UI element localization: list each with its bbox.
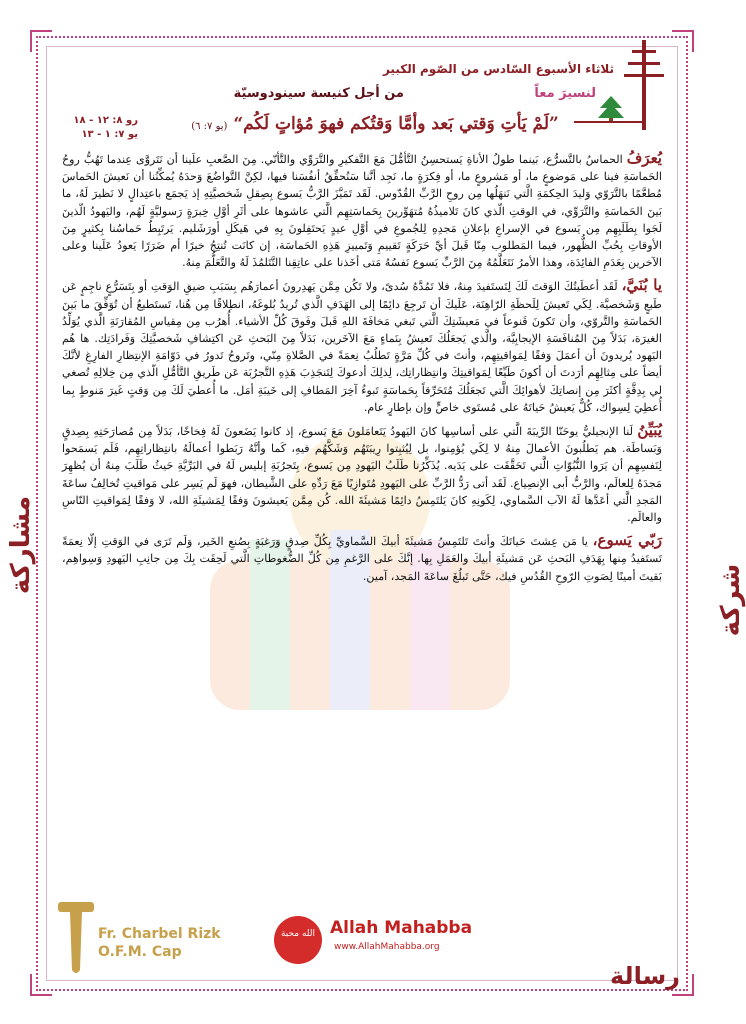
paragraph-text: الحماسُ بالتَّسرُّع، بَينما طولُ الأناةِ يَستحسِنُ التَّأمُّلَ مَعَ التَّفكيرِ والتَّرَوِّي والتَّأنّي. مِنَ الصَّعبِ علَينا أن نَتَروَّى عِندما تَهُبُّ روحُ الحَماسَةِ فينا على مَوضوعٍ ما، أو مَشروعٍ ما، أو فِكرَةٍ ما، نَجِد أنَّنا سَنُحقِّقُ أنفُسَنا فيها، لكِنَّ التَّواضُعَ وَحدَهُ يُمكِّنُنا أن نَعيشَ الحَماسَ مُطعَّمًا بالتَّرَوّي وَليدَ الحِكمَةِ الَّتي نَنهَلُها مِن روحِ الرَّبِّ القُدّوس. لَقَد تَمَيَّزَ الرَّبُّ يَسوع بِصِقلِ شَخصيَّتِهِ إذ يَجمَع باعتِدالٍ لا نَظيرَ لَهُ، ما بَينَ الحَماسَةِ والتَّرَوِّي، في الوقتِ الّذي كانَ تَلاميذُهُ مُتهَوِّرينَ بِحَماسَتِهِم الَّتي عاشوها على أثَرِ أوَّلِ خِبرَةٍ رَسوليَّةٍ لَهُم، واليَهودُ الّذينَ لَجَوا بِطَلَبِهِم مِن يَسوع في الإسراعِ بإعلانِ مَجدِهِ لِلجُموعِ في أوَّلِ عيدٍ يَحتَفِلونَ بِهِ في هَيكَلِ أورَشَليم. يَرتَبِطُ حَماسُنا بِكثيرٍ مِنَ الأوقاتِ بِحُبِّ الظُّهور، فيما المَطلوب مِنّا قَبلَ أيِّ حَرَكَةٍ تَقييمِ وَتَمييزِ هَذِهِ الحَماسَة، إن كانَت تُنتِجُ خيرًا أم ضَرَرًا يَعودُ عَلَينا وعلى الآخرين بِعَدَمِ الفائِدَة، وهذا الأمرُ نَتَعَلَّمُهُ مِنَ الرَّبِّ يَسوع نَفسُهُ مَتى أخَذنا على عاتِقِنا التَّتَلمُذَ لَهُ والتَّعَلُّمَ مِنهُ. [62,153,662,270]
paragraph-text: لَقَد أعطَيتُكَ الوَقتَ لَكَ لِتَستَفيدَ مِنهُ، فلا تَمُدَّهُ سُدىً، ولا تَكُن مِمَّن يَهدِرونَ أعمارَهُم بِسَبَبِ ضيقِ الوَقتِ أو بِتَسَرُّعٍ ناجِمٍ عَن طَبعٍ وَشَخصيَّة. لِكَي تَعيشَ لِلَحظَةِ الرّاهِنَة، عَلَيكَ أن تَرجِعَ دائِمًا إلى الهَدَفِ الَّذي تُريدُ بُلوغَهُ، انطِلاقًا مِن هُنا، تَستَطيعُ أن تُوَفِّقَ ما بَينَ الحَماسَةِ والتَّروّي، وأن تَكونَ قَنوعاً في مَعيشَتِكَ الَّتي تَبغي مَخافَةَ اللهِ قَبلَ وفَوقَ كُلِّ الأشياء. أُهرُب مِن مِقياسِ المُقارَنَةِ الَّذي يُوَلِّدُ الغيرَة، بَدَلاً مِنَ المُنافَسَةِ الإيجابِيَّة، والَّذي يَجعَلُكَ تَعيشُ بِنَماءٍ مَعَ الآخَرين، بَدَلاً مِنَ البَحثِ عَن اكتِشافِ شَخصيَّتِكَ وَفَرادَتِك. ها هُم اليَهود يُريدونَ أن أعمَلَ وَفقًا لِمَواقيتِهِم، وأنتَ في كُلِّ مَرَّةٍ تَطلُبُ نِعمَةً في الصَّلاةِ مِنّي، وتَروحُ تَدورُ في دَوّامَةِ الإنتِظارِ الفارِغِ لأنَّكَ أيضاً على مِثالِهِم أرَدتَ أن أكونَ طَيِّعًا لِمَواقيتِكَ وانتِظاراتِك، لِذلِكَ أدعوكَ لِتَنجَذِبَ هَذِهِ التَّجرُبَة عَن طَريقِ التَّأمُّلِ الّذي مِن خِلالِهِ تُصغي لي بِدِقَّةٍ أكثَرَ مِن إنصاتِكَ لأهوائِكَ الَّتي تَجعَلُكَ مُتَحَرِّقاً بِحَماسَةٍ تَبوءُ آخِرَ المَطافِ إلى خَيبَةِ أمَل. ما أُعطيَ لَكَ مِن وَقتٍ غَيرَ مَنوطٍ بِما أُعطِيَ لِسِواك، كُلٌّ يَعيشُ حَياتَهُ على مُستَوى خاصٍّ وإن بإطارٍ عام. [62,280,662,414]
paragraph-text: لَنا الإنجيليُّ يوحَنّا الرِّيبَةَ الَّتي على أساسِها كانَ اليَهودُ يَتَعامَلونَ مَعَ يَسوع، إذ كانوا يَضَعونَ لَهُ فِخاخًا، بَدَلاً مِن مُصارَحَتِهِ بِصِدقٍ وَبَساطَة. هم يَطلُبونَ الأعمالَ مِنهُ لا لِكَي يُؤمِنوا، بل لِيُثبِتوا رِيبَتَهُم وَشَكَّهُم فيهِ، كَما وأنَّهُ رَبَطوا أعمالَهُ بانتِظاراتِهِم، فَلَم يَسمَحوا لِنَفسِهِم أن يَرَوا النُّبُوّاتِ الَّتي تَحَقَّقَت على يَدَيه. يُذَكِّرُنا طَلَبُ اليَهودِ مِن يَسوع، بِتَجرُبَةِ إبليس لَهُ في البَرِّيَّةِ حَيثُ طَلَبَ مِنهُ أن يُظهِرَ مَجدَهُ لِلعالَم، والرَّبُّ أبى الإنصِياع. لَقَد أتى رَدُّ الرَّبِّ على اليَهودِ مُتَوازِيًا مَعَ رَدِّهِ على الشَّيطان، فهوَ لَم يَسِر على مَواقيتِ تُخالِفُ ساعَةَ المَجدِ الَّتي أعَدَّها لَهُ الآب السَّماوي، لِكَونِهِ كانَ يَلتَمِسُ دائِمًا مَشيئَةَ الله. كُن مِمَّن يَعيشونَ وَفقًا لِمَشيئَةِ الله، لا وَفقًا لِمَواقيتِ النّاسِ والعالَم. [62,425,662,525]
side-label-participation: مشاركة [6,495,36,595]
author-credit [98,925,221,961]
logo-name: Allah Mahabba [330,918,473,938]
side-label-communion: شركة [716,563,746,637]
allah-mahabba-logo: الله محبة [274,916,322,964]
corner-ornament [672,30,694,52]
author-order: O.F.M. Cap [98,944,182,960]
logo-url[interactable]: www.AllahMahabba.org [334,942,440,952]
corner-ornament [30,30,52,52]
walk-together-label: لنسيرَ معاً [534,86,596,101]
paragraph-lead: يا بُنَيَّ، [621,276,663,295]
title-text: ”لَمْ يَأتِ وَقتي بَعد وأمَّا وَقتُكم فهوَ مُؤاتٍ لَكُم“ [233,114,559,134]
side-label-mission: رسالة [610,962,680,990]
author-name: Fr. Charbel Rizk [98,926,221,942]
paragraph-lead: رَبّي يَسوع، [592,531,663,550]
synod-subtitle: من أجل كنيسة سينودوسيّة [233,86,404,101]
paragraph-lead: يُبَيِّنُ [637,421,662,440]
paragraph-lead: يُعرَفُ [626,149,662,167]
scripture-references [28,114,138,142]
paragraph-text: يا مَن عِشتَ حَياتَكَ وأنتَ تَلتَمِسُ مَشيئَةَ أبيكَ السَّماويِّ بِكُلِّ صِدقٍ وَرَغبَةٍ بِصُنعِ الخَير، وَلَم تَرَى في الوَقتِ إلّا نِعمَةً تَستَفيدُ مِنها بِهَدَفِ البَحثِ عَن مَشيئَةِ أبيكَ والعَمَلِ بِها. إنَّكَ على الرَّغمِ مِن كُلِّ الضُّغوطاتِ الَّتي لَحِقَت بِكَ مِن جانِبِ اليَهودِ وَسِواهِم، بَقيتَ أمينًا لِصَوتِ الرّوحِ القُدُسِ فيك، حَتَّى تَبلُغَ ساعَةَ المَجد، آمين. [62,535,662,583]
paragraph [62,150,662,271]
page-title [140,114,610,134]
paragraph [62,277,662,416]
maronite-cross-icon [624,40,664,130]
paragraph [62,422,662,526]
corner-ornament [30,974,52,996]
reference-romans: رو ٨: ١٢ - ١٨ [73,115,138,126]
paragraph [62,532,662,585]
reference-john: يو ٧: ١ - ١٣ [81,129,138,140]
franciscan-tau-icon [56,898,96,978]
day-title: ثلاثاء الأسبوع السّادس من الصّوم الكبير [382,62,614,76]
title-reference: (يو ٧: ٦) [191,121,228,132]
reflection-body [62,150,662,591]
